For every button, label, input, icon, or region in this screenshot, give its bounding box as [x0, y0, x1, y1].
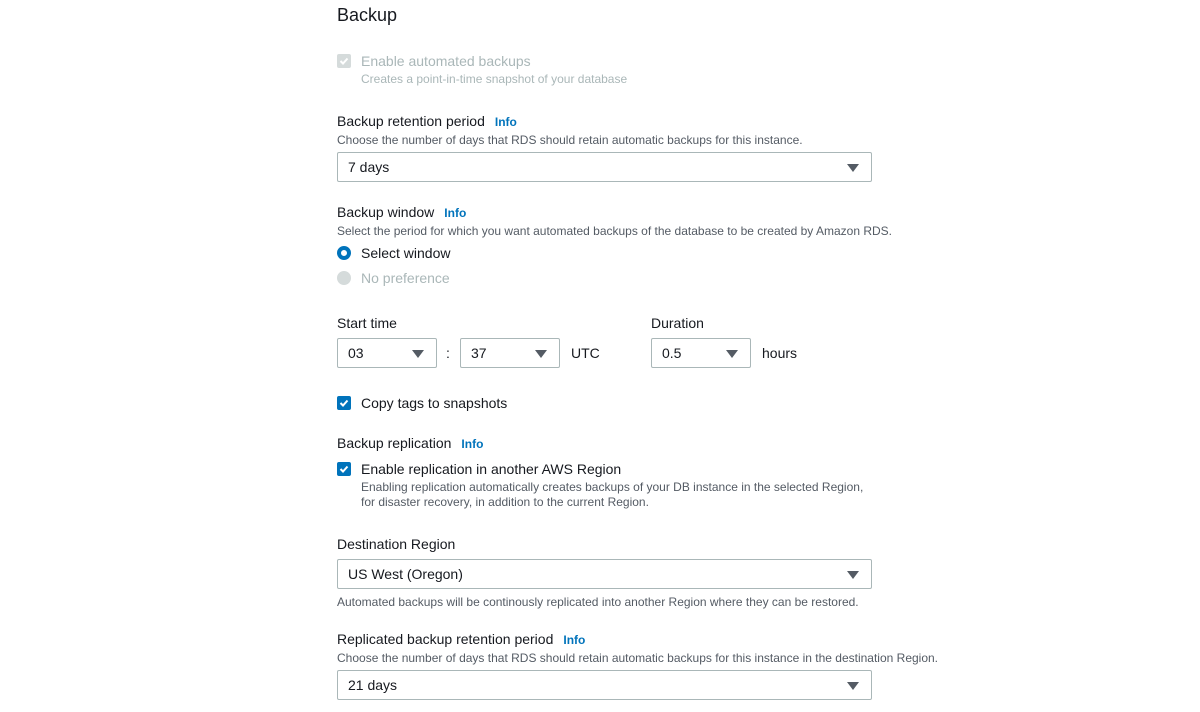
caret-down-icon — [847, 571, 859, 579]
retention-info-link[interactable]: Info — [494, 115, 517, 129]
window-description: Select the period for which you want automated backups of the database to be created by Amazon RDS. — [337, 224, 892, 238]
enable-replication-checkbox[interactable] — [337, 462, 351, 476]
caret-down-icon — [535, 350, 547, 358]
radio-select-window-label[interactable]: Select window — [361, 245, 451, 261]
duration-value: 0.5 — [662, 345, 682, 361]
automated-backups-label: Enable automated backups — [361, 53, 531, 69]
destination-region-label: Destination Region — [337, 536, 456, 552]
caret-down-icon — [412, 350, 424, 358]
start-time-label: Start time — [337, 315, 397, 331]
start-hour-select[interactable] — [337, 338, 437, 368]
duration-select[interactable] — [651, 338, 751, 368]
destination-region-note: Automated backups will be continously replicated into another Region where they can be restored. — [337, 595, 859, 609]
enable-replication-desc-line1: Enabling replication automatically creates backups of your DB instance in the selected Region, — [361, 480, 864, 494]
automated-backups-description: Creates a point-in-time snapshot of your database — [361, 72, 628, 86]
retention-label-row — [337, 113, 517, 129]
replicated-retention-label: Replicated backup retention period — [337, 631, 554, 647]
replicated-retention-value: 21 days — [348, 677, 398, 693]
caret-down-icon — [726, 350, 738, 358]
replicated-retention-info-link[interactable]: Info — [563, 633, 586, 647]
window-info-link[interactable]: Info — [444, 206, 467, 220]
check-icon — [339, 464, 349, 474]
enable-replication-label[interactable]: Enable replication in another AWS Region — [361, 461, 622, 477]
radio-select-window[interactable] — [337, 246, 351, 260]
destination-region-value: US West (Oregon) — [348, 566, 463, 582]
retention-label: Backup retention period — [337, 113, 485, 129]
check-icon — [339, 398, 349, 408]
replicated-retention-select[interactable] — [337, 670, 872, 700]
replicated-retention-description: Choose the number of days that RDS should retain automatic backups for this instance in the destination Region. — [337, 651, 939, 665]
radio-no-preference-label: No preference — [361, 270, 450, 286]
section-title: Backup — [337, 5, 398, 25]
start-minute-select[interactable] — [460, 338, 560, 368]
destination-region-select[interactable] — [337, 559, 872, 589]
radio-no-preference — [337, 271, 351, 285]
start-hour-value: 03 — [348, 345, 364, 361]
time-separator: : — [446, 345, 450, 361]
replication-label-row — [337, 435, 483, 451]
window-label-row — [337, 204, 466, 220]
duration-unit: hours — [762, 345, 798, 361]
enable-replication-desc-line2: for disaster recovery, in addition to the current Region. — [361, 495, 649, 509]
copy-tags-checkbox[interactable] — [337, 396, 351, 410]
check-icon — [339, 56, 349, 66]
replication-info-link[interactable]: Info — [461, 437, 484, 451]
window-label: Backup window — [337, 204, 435, 220]
retention-select-value: 7 days — [348, 159, 390, 175]
automated-backups-checkbox — [337, 54, 351, 68]
replication-label: Backup replication — [337, 435, 452, 451]
caret-down-icon — [847, 164, 859, 172]
copy-tags-label[interactable]: Copy tags to snapshots — [361, 395, 508, 411]
timezone-label: UTC — [571, 345, 600, 361]
retention-description: Choose the number of days that RDS should retain automatic backups for this instance. — [337, 133, 803, 147]
replicated-retention-label-row — [337, 631, 585, 647]
start-minute-value: 37 — [471, 345, 487, 361]
duration-label: Duration — [651, 315, 704, 331]
caret-down-icon — [847, 682, 859, 690]
retention-select[interactable] — [337, 152, 872, 182]
